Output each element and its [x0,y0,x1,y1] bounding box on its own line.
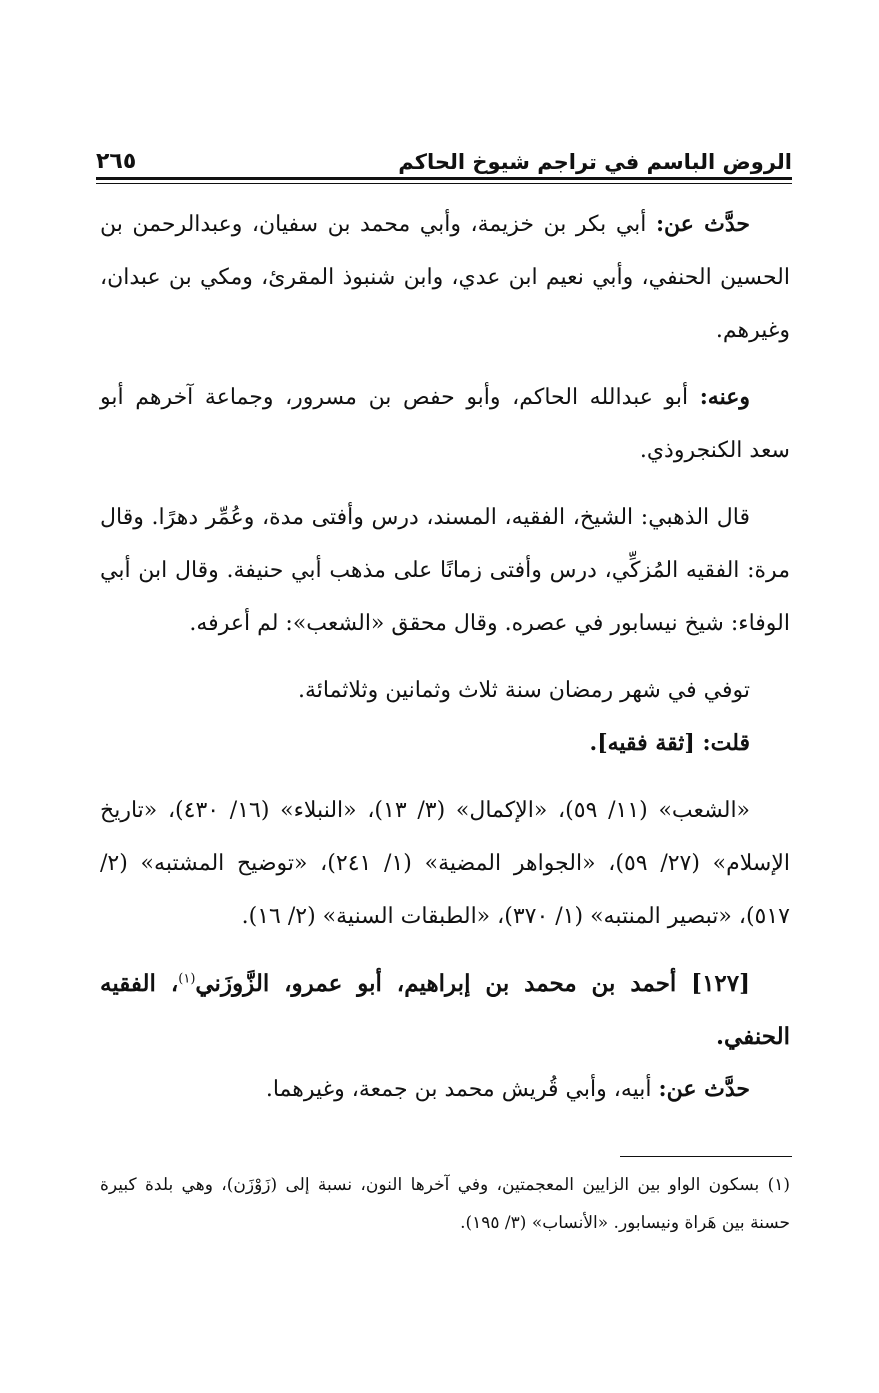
header-rule-thin [96,183,792,184]
from-him-text: أبو عبدالله الحاكم، وأبو حفص بن مسرور، وجماعة آخرهم أبو سعد الكنجروذي. [100,385,790,463]
entry-heading-tail: ، الفقيه الحنفي. [100,970,790,1050]
footnote-1: (١) بسكون الواو بين الزايين المعجمتين، وفي آخرها النون، نسبة إلى (زَوْزَن)، وهي بلدة كبيرة حسنة بين هَراة ونيسابور. «الأنساب» (٣/ ١٩٥). [100,1175,790,1233]
footnotes [100,1166,790,1242]
from-him-label: وعنه: [699,384,750,410]
entry-127-narrated-from-text: أبيه، وأبي قُريش محمد بن جمعة، وغيرهما. [265,1077,659,1102]
entry-heading-127 [100,957,790,1063]
entry-127-narrated-from-paragraph [100,1063,790,1116]
sources-paragraph: «الشعب» (١١/ ٥٩)، «الإكمال» (٣/ ١٣)، «النبلاء» (١٦/ ٤٣٠)، «تاريخ الإسلام» (٢٧/ ٥٩)، «الجواهر المضية» (١/ ٢٤١)، «توضيح المشتبه» (٢/ ٥١٧)، «تبصير المنتبه» (١/ ٣٧٠)، «الطبقات السنية» (٢/ ١٦). [100,798,790,929]
narrated-from-text: أبي بكر بن خزيمة، وأبي محمد بن سفيان، وعبدالرحمن بن الحسين الحنفي، وأبي نعيم ابن عدي، وابن شنبوذ المقرئ، ومكي بن عبدان، وغيرهم. [100,212,790,343]
entry-heading-text: [١٢٧] أحمد بن محمد بن إبراهيم، أبو عمرو، الزَّوزَني [195,970,751,997]
running-header [96,138,792,174]
verdict-paragraph: قلت: [ثقة فقيه]. [589,730,750,756]
narrated-from-paragraph [100,198,790,357]
dhahabi-quote-paragraph: قال الذهبي: الشيخ، الفقيه، المسند، درس وأفتى مدة، وعُمِّر دهرًا. وقال مرة: الفقيه المُزكِّي، درس وأفتى زمانًا على مذهب أبي حنيفة. وقال ابن أبي الوفاء: شيخ نيسابور في عصره. وقال محقق «الشعب»: لم أعرفه. [100,505,790,636]
page-number: ٢٦٥ [96,149,137,174]
footnote-separator [620,1156,792,1157]
footnote-reference: (١) [178,971,196,987]
main-text [100,198,790,1116]
narrated-from-label: حدَّث عن: [655,211,750,237]
entry-127-narrated-from-label: حدَّث عن: [658,1076,750,1102]
death-date-paragraph: توفي في شهر رمضان سنة ثلاث وثمانين وثلاثمائة. [297,678,750,703]
narrators-from-him-paragraph [100,371,790,477]
header-rule-thick [96,177,792,180]
running-header-title: الروض الباسم في تراجم شيوخ الحاكم [398,150,792,174]
